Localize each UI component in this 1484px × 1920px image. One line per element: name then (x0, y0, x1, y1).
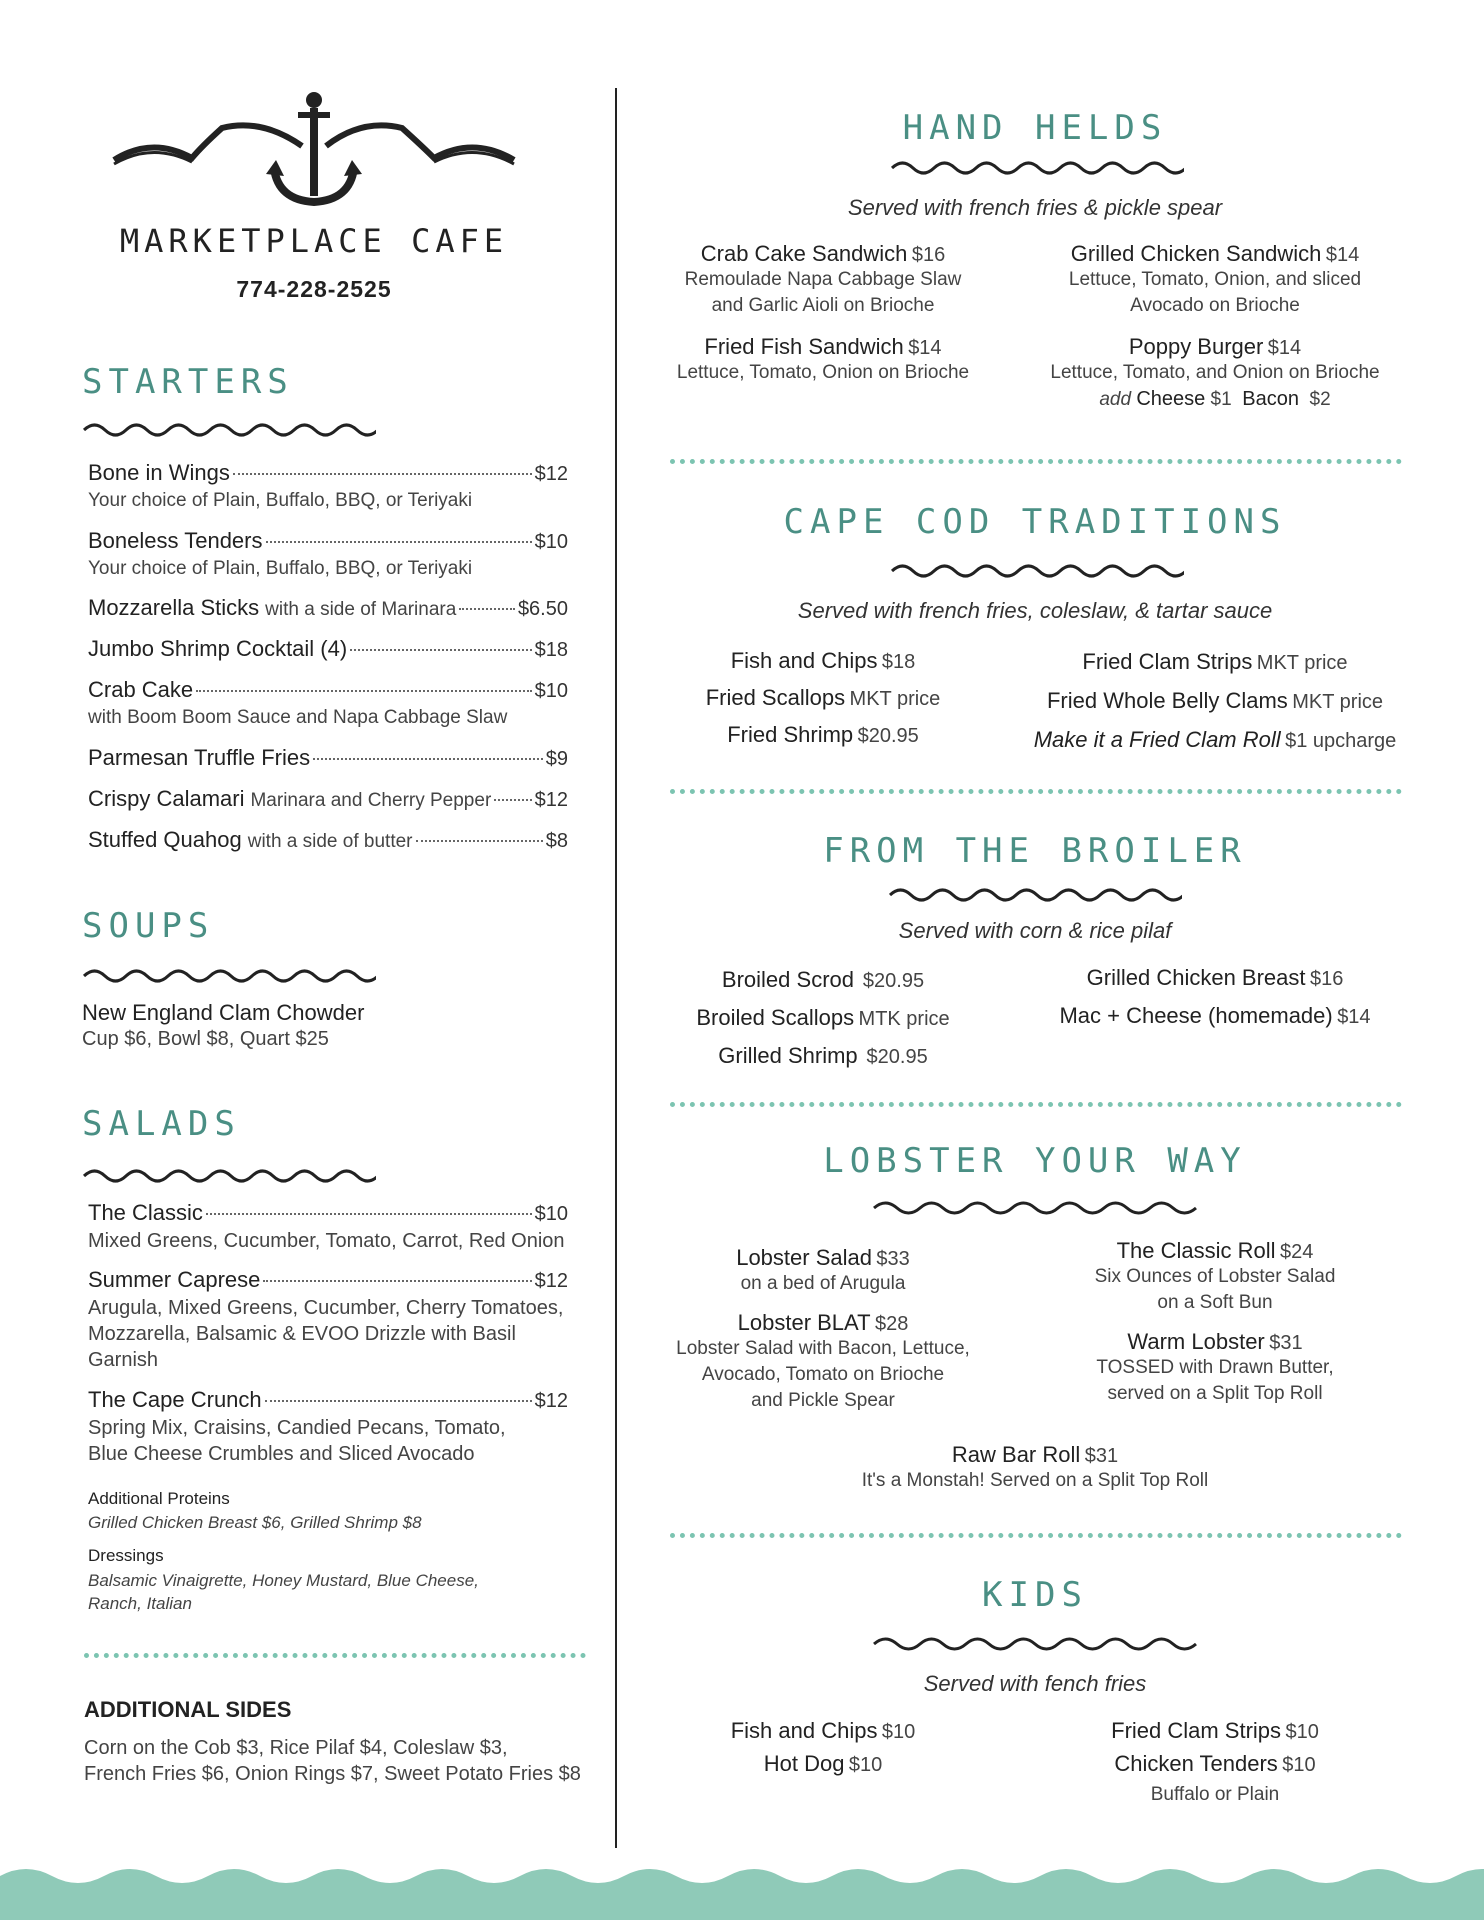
capecod-right-list (1010, 644, 1420, 761)
leader-dots (206, 1213, 532, 1215)
kids-subtitle: Served with fench fries (923, 1671, 1147, 1696)
item-price: $10 (534, 680, 568, 702)
addon-name: Bacon (1242, 388, 1299, 410)
item-name: Crispy Calamari (88, 786, 245, 811)
item-price: $10 (534, 531, 568, 553)
column-divider (615, 88, 617, 1848)
salad-item (88, 1267, 568, 1293)
item-name: Fried Whole Belly Clams (1046, 688, 1288, 713)
item-price: $14 (1267, 337, 1302, 359)
desc-line: Arugula, Mixed Greens, Cucumber, Cherry Tomatoes, (88, 1297, 564, 1319)
desc-line: Garnish (88, 1349, 159, 1371)
item-name: Warm Lobster (1127, 1329, 1265, 1354)
item-name: The Classic Roll (1116, 1238, 1276, 1263)
leader-dots (494, 799, 531, 801)
kids-right-list (1030, 1716, 1400, 1808)
proteins-list: Grilled Chicken Breast $6, Grilled Shrimp $8 (88, 1513, 422, 1532)
menu-item (1010, 683, 1420, 722)
salad-item (88, 1200, 568, 1226)
item-name: Chicken Tenders (1114, 1751, 1278, 1776)
item-price: $14 (1337, 1006, 1371, 1028)
proteins-label: Additional Proteins (88, 1489, 230, 1508)
item-name: Lobster Salad (736, 1245, 872, 1270)
dressings-list (88, 1569, 479, 1615)
starter-item (88, 677, 568, 703)
wave-divider-icon (82, 1168, 376, 1184)
item-name: Fish and Chips (730, 648, 878, 673)
item-price: $12 (534, 463, 568, 485)
item-price: $33 (876, 1248, 910, 1270)
item-name: Mac + Cheese (homemade) (1059, 1003, 1333, 1028)
broiler-subtitle: Served with corn & rice pilaf (898, 918, 1172, 943)
item-price: $18 (534, 639, 568, 661)
item-price: $24 (1280, 1241, 1314, 1263)
item-name: Fried Clam Strips (1111, 1718, 1282, 1743)
item-name: Hot Dog (763, 1751, 845, 1776)
broiler-right-list (1020, 960, 1410, 1036)
wave-divider-icon (82, 968, 376, 984)
item-name: Fried Clam Strips (1082, 649, 1253, 674)
item-description: on a bed of Arugula (740, 1273, 906, 1294)
desc-line: Spring Mix, Craisins, Candied Pecans, Tomato, (88, 1417, 506, 1439)
item-price: MKT price (849, 688, 941, 710)
item-description: TOSSED with Drawn Butter, (1096, 1357, 1334, 1378)
item-name: Grilled Chicken Sandwich (1070, 241, 1322, 266)
leader-dots (459, 608, 515, 610)
starter-item (88, 595, 568, 621)
menu-item (1010, 722, 1420, 761)
soups-title: SOUPS (82, 906, 215, 946)
wave-divider-icon (890, 563, 1184, 579)
item-name: Broiled Scallops (696, 1005, 855, 1030)
item-price: $16 (911, 244, 946, 266)
item-price: $12 (534, 1390, 568, 1412)
dressings-line: Ranch, Italian (88, 1594, 192, 1613)
addon-label: add (1099, 389, 1132, 410)
item-price: $18 (881, 651, 916, 673)
item-name: Crab Cake (88, 677, 194, 702)
menu-item (1020, 960, 1410, 998)
item-price: $28 (874, 1313, 909, 1335)
menu-item (648, 1716, 998, 1749)
menu-item (648, 1000, 998, 1038)
burger-addons (1030, 386, 1400, 413)
item-description: Buffalo or Plain (1150, 1784, 1280, 1805)
item-name: Lobster BLAT (737, 1310, 871, 1335)
item-description: Your choice of Plain, Buffalo, BBQ, or Teriyaki (88, 558, 473, 579)
lobster-title: LOBSTER YOUR WAY (823, 1141, 1247, 1181)
handhelds-subtitle: Served with french fries & pickle spear (847, 195, 1223, 220)
item-name: Stuffed Quahog (88, 827, 242, 852)
dotted-divider (670, 1102, 1402, 1107)
item-name: Fried Fish Sandwich (704, 334, 904, 359)
desc-line: Mozzarella, Balsamic & EVOO Drizzle with Basil (88, 1323, 516, 1345)
item-note: with a side of Marinara (265, 599, 457, 620)
starter-item (88, 827, 568, 853)
starter-item (88, 636, 568, 662)
item-description: Remoulade Napa Cabbage Slaw (684, 269, 962, 290)
item-price: $1 upcharge (1285, 730, 1397, 752)
item-description: served on a Split Top Roll (1107, 1383, 1323, 1404)
dressings-label: Dressings (88, 1546, 164, 1565)
menu-item (1030, 241, 1400, 319)
item-price: $10 (534, 1203, 568, 1225)
dotted-divider (670, 459, 1402, 464)
cafe-name: MARKETPLACE CAFE (119, 222, 509, 260)
wave-divider-icon (888, 887, 1182, 903)
item-name: Raw Bar Roll (951, 1442, 1081, 1467)
cafe-phone: 774-228-2525 (236, 276, 392, 302)
footer-wave-icon (0, 1862, 1484, 1920)
leader-dots (350, 649, 531, 651)
addon-price: $1 (1210, 389, 1232, 410)
item-name: Grilled Chicken Breast (1086, 965, 1306, 990)
dotted-divider (84, 1653, 586, 1658)
item-name: Parmesan Truffle Fries (88, 745, 311, 770)
item-description: and Garlic Aioli on Brioche (711, 295, 935, 316)
item-price: MKT price (1256, 652, 1348, 674)
leader-dots (313, 758, 543, 760)
leader-dots (196, 690, 531, 692)
dressings-line: Balsamic Vinaigrette, Honey Mustard, Blue Cheese, (88, 1571, 479, 1590)
starter-item (88, 460, 568, 486)
leader-dots (416, 840, 543, 842)
capecod-subtitle: Served with french fries, coleslaw, & tartar sauce (797, 598, 1273, 623)
item-price: $8 (545, 830, 568, 852)
starter-item (88, 745, 568, 771)
capecod-left-list (648, 644, 998, 755)
item-description: Lettuce, Tomato, and Onion on Brioche (1050, 362, 1380, 383)
item-name: Fried Shrimp (727, 722, 854, 747)
sides-line: French Fries $6, Onion Rings $7, Sweet Potato Fries $8 (84, 1763, 581, 1785)
menu-item (648, 681, 998, 718)
item-price: $14 (1325, 244, 1360, 266)
item-name: Fish and Chips (730, 1718, 878, 1743)
item-price: MKT price (1292, 691, 1384, 713)
kids-title: KIDS (982, 1575, 1088, 1615)
starter-item (88, 528, 568, 554)
item-name: The Cape Crunch (88, 1387, 262, 1412)
menu-item (660, 1442, 1410, 1494)
item-price: $9 (545, 748, 568, 770)
menu-item (648, 962, 998, 1000)
item-price: $20.95 (857, 725, 919, 747)
menu-item (648, 718, 998, 755)
addon-price: $2 (1309, 389, 1331, 410)
starter-item (88, 786, 568, 812)
item-description: on a Soft Bun (1157, 1292, 1273, 1313)
item-note: Marinara and Cherry Pepper (250, 790, 492, 811)
desc-line: Blue Cheese Crumbles and Sliced Avocado (88, 1443, 475, 1465)
item-price: $14 (908, 337, 942, 359)
wave-divider-icon (872, 1200, 1198, 1216)
item-name: Make it a Fried Clam Roll (1033, 727, 1281, 752)
item-price: $12 (534, 1270, 568, 1292)
capecod-title: CAPE COD TRADITIONS (783, 502, 1287, 542)
soup-name: New England Clam Chowder (82, 1000, 365, 1025)
item-name: Mozzarella Sticks (88, 595, 260, 620)
menu-item (1030, 1238, 1400, 1316)
menu-item (648, 1245, 998, 1297)
wave-divider-icon (82, 422, 376, 438)
item-description (88, 1415, 506, 1467)
broiler-left-list (648, 962, 998, 1076)
item-description: with Boom Boom Sauce and Napa Cabbage Slaw (88, 707, 508, 728)
wave-divider-icon (890, 160, 1184, 176)
item-name: Poppy Burger (1128, 334, 1264, 359)
item-name: Broiled Scrod (721, 967, 854, 992)
item-description: Avocado, Tomato on Brioche (701, 1364, 945, 1385)
item-name: Boneless Tenders (88, 528, 263, 553)
menu-item (1030, 1329, 1400, 1407)
menu-item (648, 241, 998, 319)
sides-list (84, 1735, 581, 1787)
item-description: and Pickle Spear (751, 1390, 895, 1411)
item-name: Summer Caprese (88, 1267, 261, 1292)
item-description: Lobster Salad with Bacon, Lettuce, (676, 1338, 970, 1359)
kids-left-list (648, 1716, 998, 1782)
leader-dots (265, 1400, 532, 1402)
menu-item (648, 1310, 998, 1414)
item-price: $20.95 (866, 1046, 928, 1068)
item-description: It's a Monstah! Served on a Split Top Roll (861, 1470, 1209, 1491)
handhelds-title: HAND HELDS (902, 108, 1168, 148)
item-name: Bone in Wings (88, 460, 230, 485)
item-description: Your choice of Plain, Buffalo, BBQ, or Teriyaki (88, 490, 473, 511)
salads-title: SALADS (82, 1104, 241, 1144)
menu-item (648, 1749, 998, 1782)
dotted-divider (670, 1533, 1402, 1538)
item-description: Lettuce, Tomato, Onion, and sliced (1068, 269, 1362, 290)
item-price: MTK price (858, 1008, 950, 1030)
menu-item (1030, 1716, 1400, 1749)
menu-item (648, 644, 998, 681)
menu-item (648, 334, 998, 386)
menu-item (1010, 644, 1420, 683)
item-price: $10 (881, 1721, 916, 1743)
addon-name: Cheese (1136, 388, 1206, 410)
item-price: $20.95 (862, 970, 925, 992)
item-description: Six Ounces of Lobster Salad (1094, 1266, 1336, 1287)
item-price: $16 (1309, 968, 1344, 990)
item-note: with a side of butter (247, 831, 413, 852)
broiler-title: FROM THE BROILER (823, 831, 1247, 871)
menu-item (1030, 1749, 1400, 1782)
anchor-logo-icon (112, 88, 516, 208)
menu-item (648, 1038, 998, 1076)
item-name: The Classic (88, 1200, 203, 1225)
starters-title: STARTERS (82, 362, 294, 402)
item-description (88, 1295, 563, 1373)
item-name: Grilled Shrimp (718, 1043, 858, 1068)
item-price: $10 (1282, 1754, 1316, 1776)
dotted-divider (670, 789, 1402, 794)
item-name: Jumbo Shrimp Cocktail (4) (88, 636, 348, 661)
item-price: $31 (1084, 1445, 1119, 1467)
menu-item (1030, 334, 1400, 413)
leader-dots (233, 473, 532, 475)
item-description: Avocado on Brioche (1130, 295, 1300, 316)
item-description: Mixed Greens, Cucumber, Tomato, Carrot, Red Onion (88, 1230, 565, 1252)
item-description: Lettuce, Tomato, Onion on Brioche (676, 362, 970, 383)
sides-line: Corn on the Cob $3, Rice Pilaf $4, Coleslaw $3, (84, 1737, 508, 1759)
item-price: $12 (534, 789, 568, 811)
wave-divider-icon (872, 1636, 1198, 1652)
soup-description: Cup $6, Bowl $8, Quart $25 (82, 1028, 329, 1050)
leader-dots (266, 541, 532, 543)
leader-dots (263, 1280, 531, 1282)
item-price: $10 (1285, 1721, 1319, 1743)
salad-item (88, 1387, 568, 1413)
item-price: $10 (848, 1754, 883, 1776)
item-name: Fried Scallops (705, 685, 846, 710)
sides-title: ADDITIONAL SIDES (84, 1697, 292, 1722)
menu-item (1020, 998, 1410, 1036)
item-price: $6.50 (517, 598, 568, 620)
item-name: Crab Cake Sandwich (700, 241, 908, 266)
item-price: $31 (1269, 1332, 1303, 1354)
